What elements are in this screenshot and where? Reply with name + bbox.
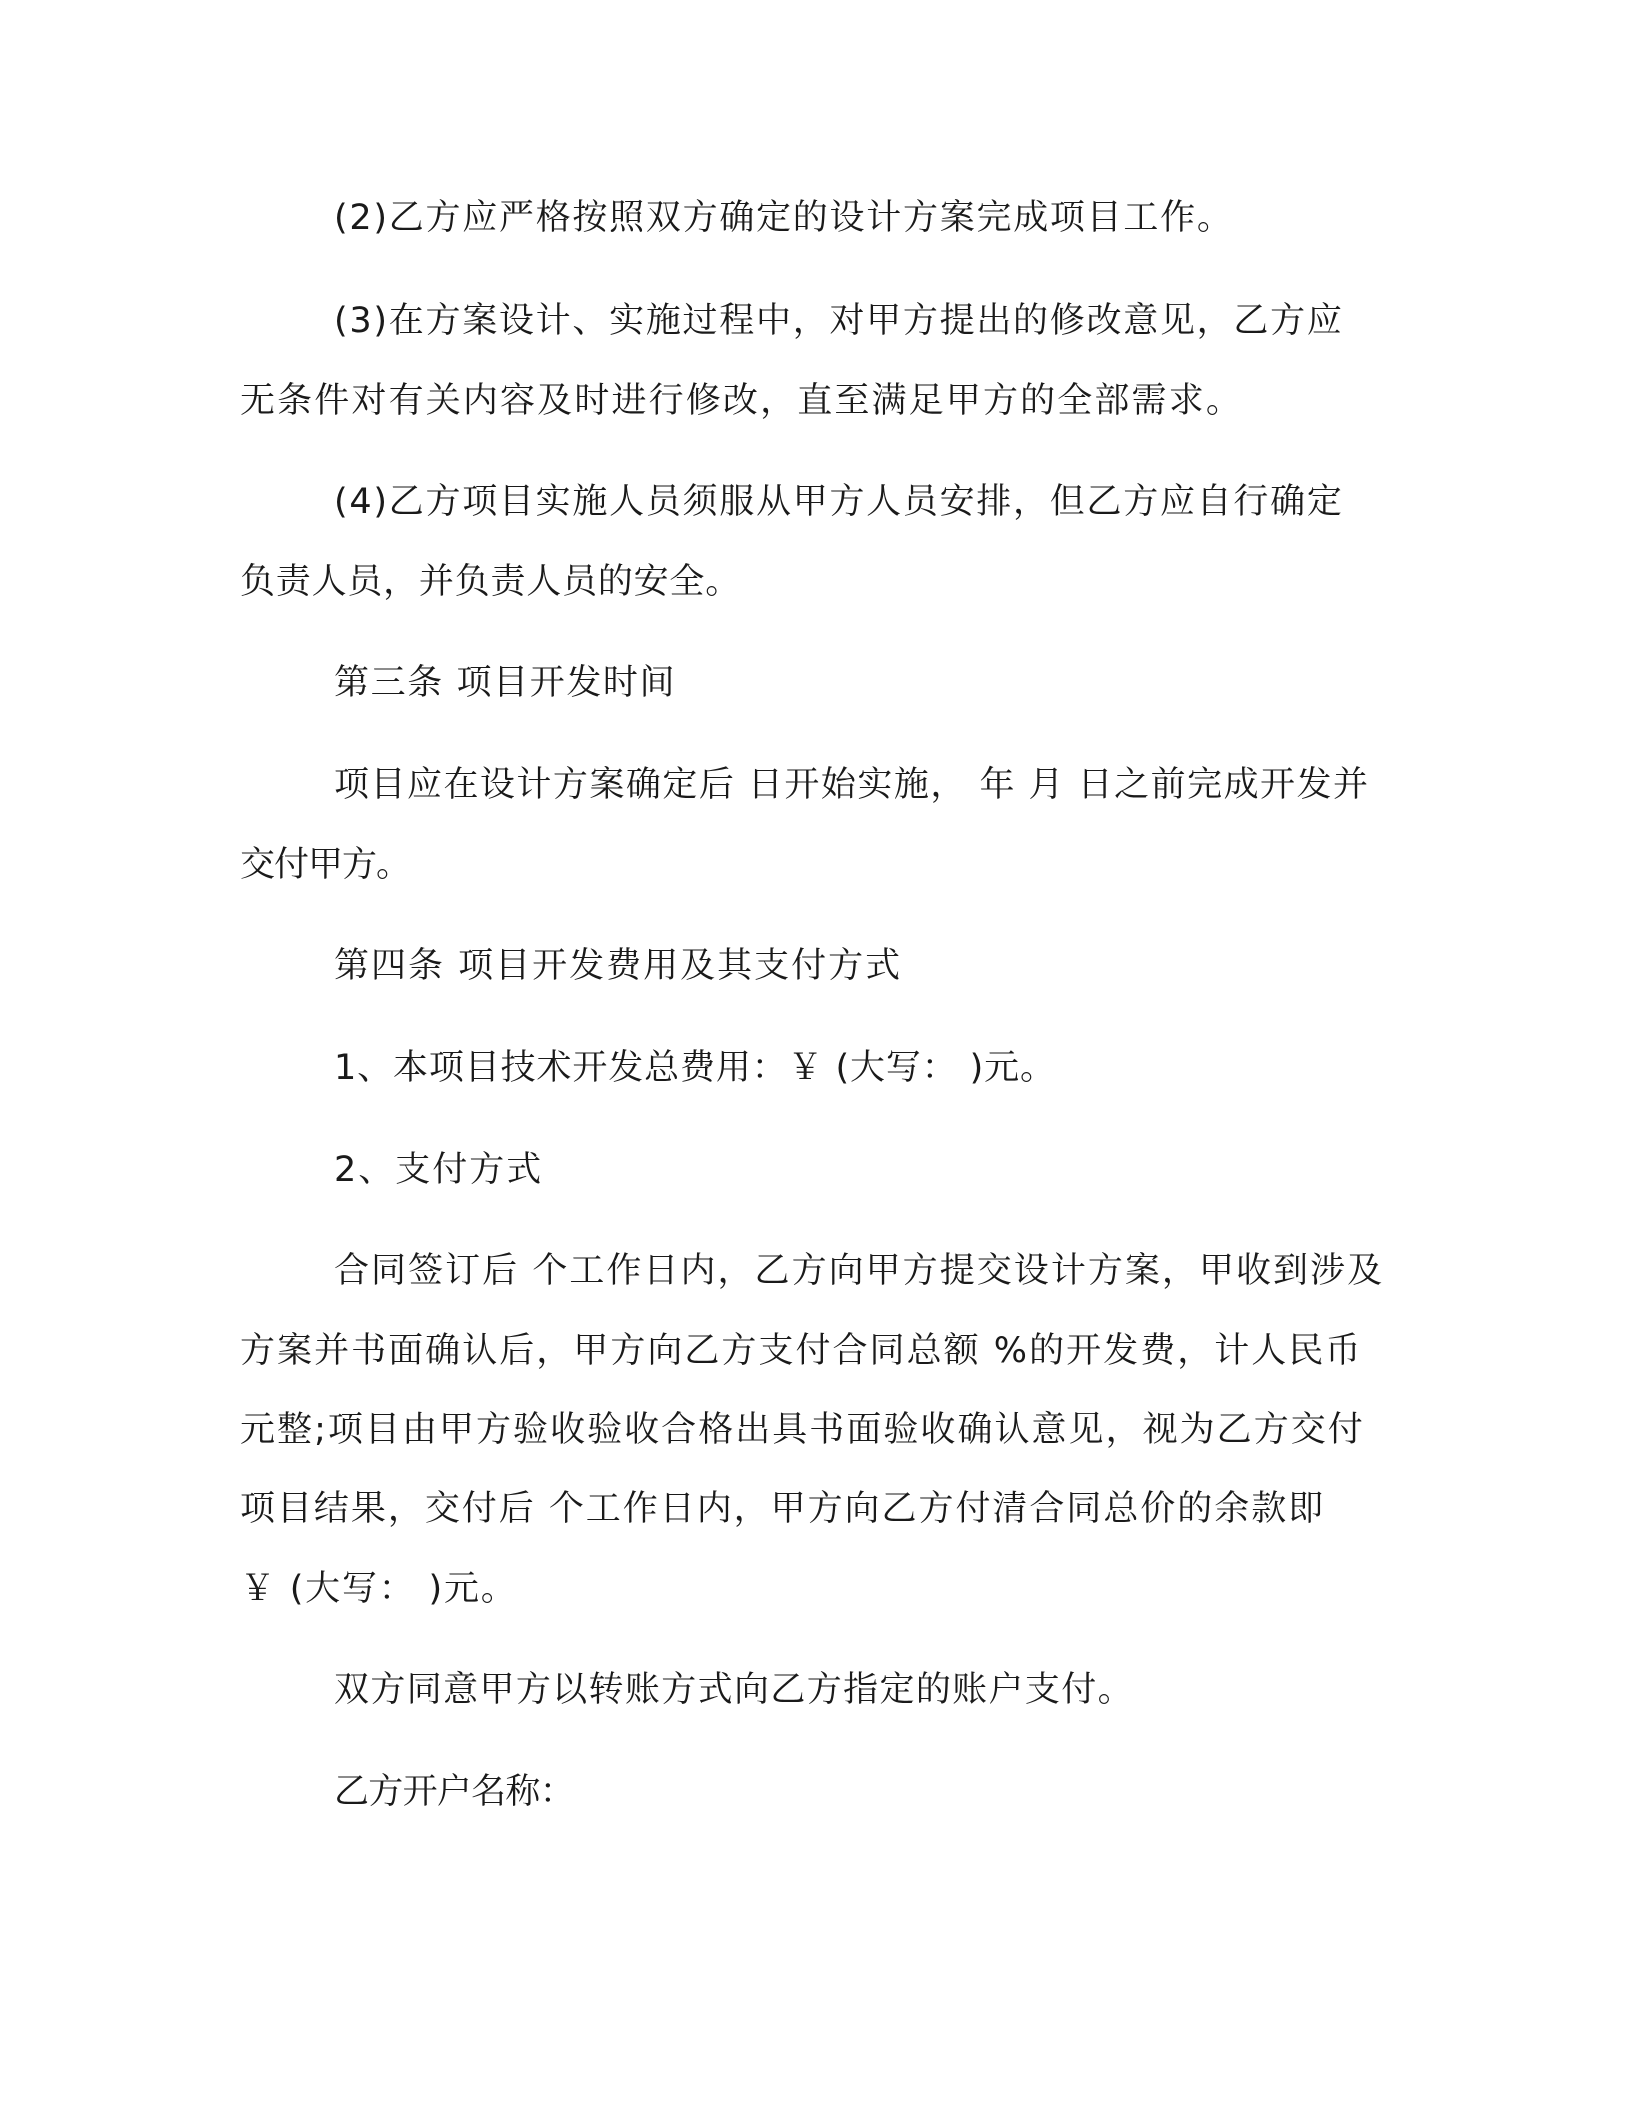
clause-2-line-1: (2)乙方应严格按照双方确定的设计方案完成项目工作。: [334, 198, 1234, 238]
clause-3-line-1: (3)在方案设计、实施过程中，对甲方提出的修改意见，乙方应: [334, 301, 1344, 341]
account-name-label: 乙方开户名称：: [334, 1772, 575, 1812]
transfer-agreement-line: 双方同意甲方以转账方式向乙方指定的账户支付。: [334, 1670, 1135, 1710]
article-3-body-line-1: 项目应在设计方案确定后 日开始实施， 年 月 日之前完成开发并: [334, 765, 1370, 805]
article-4-heading: 第四条 项目开发费用及其支付方式: [334, 946, 903, 986]
payment-terms-line-2: 方案并书面确认后，甲方向乙方支付合同总额 %的开发费，计人民币: [240, 1331, 1363, 1371]
article-3-heading: 第三条 项目开发时间: [334, 663, 677, 703]
clause-4-line-2: 负责人员，并负责人员的安全。: [240, 562, 742, 602]
payment-terms-line-3: 元整;项目由甲方验收验收合格出具书面验收确认意见，视为乙方交付: [240, 1410, 1365, 1450]
payment-terms-line-1: 合同签订后 个工作日内，乙方向甲方提交设计方案，甲收到涉及: [334, 1251, 1385, 1291]
payment-total-line: 1、本项目技术开发总费用：￥ (大写： )元。: [334, 1048, 1056, 1088]
article-3-body-line-2: 交付甲方。: [240, 845, 411, 885]
payment-terms-line-4: 项目结果，交付后 个工作日内，甲方向乙方付清合同总价的余款即: [240, 1489, 1326, 1529]
clause-4-line-1: (4)乙方项目实施人员须服从甲方人员安排，但乙方应自行确定: [334, 482, 1344, 522]
clause-3-line-2: 无条件对有关内容及时进行修改，直至满足甲方的全部需求。: [240, 381, 1244, 421]
payment-method-heading: 2、支付方式: [334, 1150, 544, 1190]
payment-terms-line-5: ￥ (大写： )元。: [240, 1569, 518, 1609]
